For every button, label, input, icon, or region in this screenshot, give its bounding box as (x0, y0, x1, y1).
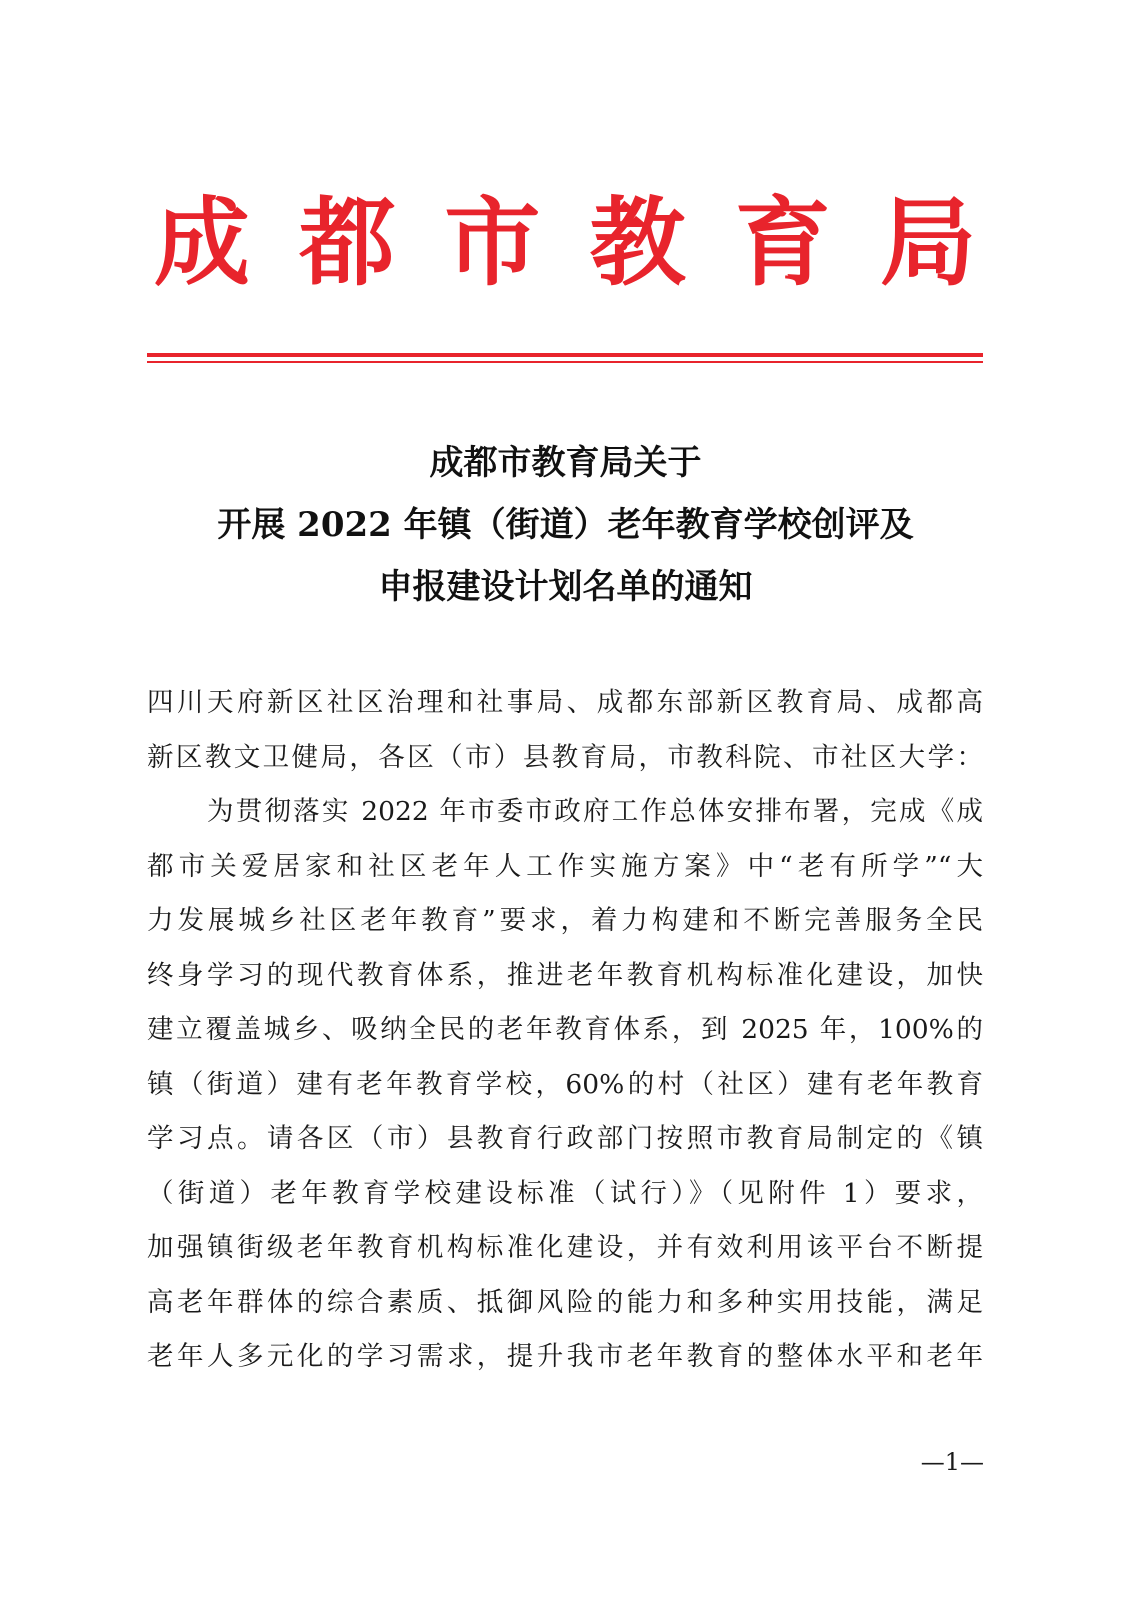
letterhead-char: 都 (299, 186, 396, 299)
title-line: 开展 2022 年镇（街道）老年教育学校创评及 (217, 505, 914, 545)
body-line: （街道）老年教育学校建设标准（试行）》（见附件 1）要求， (147, 1177, 983, 1209)
body-line: 老年人多元化的学习需求，提升我市老年教育的整体水平和老年 (147, 1341, 983, 1372)
document-title (120, 432, 1011, 618)
page-number: —1— (920, 1448, 984, 1476)
letterhead-org-name (147, 188, 983, 298)
body-line: 高老年群体的综合素质、抵御风险的能力和多种实用技能，满足 (147, 1286, 983, 1318)
body-line: 镇（街道）建有老年教育学校，60%的村（社区）建有老年教育 (147, 1068, 983, 1100)
body-line: 建立覆盖城乡、吸纳全民的老年教育体系，到 2025 年，100%的 (147, 1014, 983, 1045)
body-line: 为贯彻落实 2022 年市委市政府工作总体安排布署，完成《成 (207, 796, 983, 827)
body-line: 终身学习的现代教育体系，推进老年教育机构标准化建设，加快 (147, 959, 983, 991)
document-body (147, 676, 983, 1385)
letterhead-divider-thick (147, 353, 983, 357)
body-line: 学习点。请各区（市）县教育行政部门按照市教育局制定的《镇 (147, 1123, 983, 1154)
letterhead-divider-thin (147, 361, 983, 363)
letterhead-char: 教 (589, 186, 686, 299)
letterhead-char: 成 (154, 186, 250, 299)
letterhead-char: 市 (444, 186, 541, 299)
letterhead (0, 188, 1131, 298)
title-line: 申报建设计划名单的通知 (378, 567, 753, 607)
letterhead-char: 局 (879, 186, 976, 299)
body-line: 加强镇街级老年教育机构标准化建设，并有效利用该平台不断提 (147, 1232, 983, 1263)
title-line: 成都市教育局关于 (429, 443, 702, 483)
body-line-addressee: 四川天府新区社区治理和社事局、成都东部新区教育局、成都高 (147, 687, 983, 718)
body-line: 力发展城乡社区老年教育”要求，着力构建和不断完善服务全民 (147, 905, 983, 936)
body-line: 都市关爱居家和社区老年人工作实施方案》中“老有所学”“大 (147, 850, 983, 882)
body-line-addressee: 新区教文卫健局，各区（市）县教育局，市教科院、市社区大学： (147, 741, 983, 773)
letterhead-char: 育 (734, 186, 831, 299)
